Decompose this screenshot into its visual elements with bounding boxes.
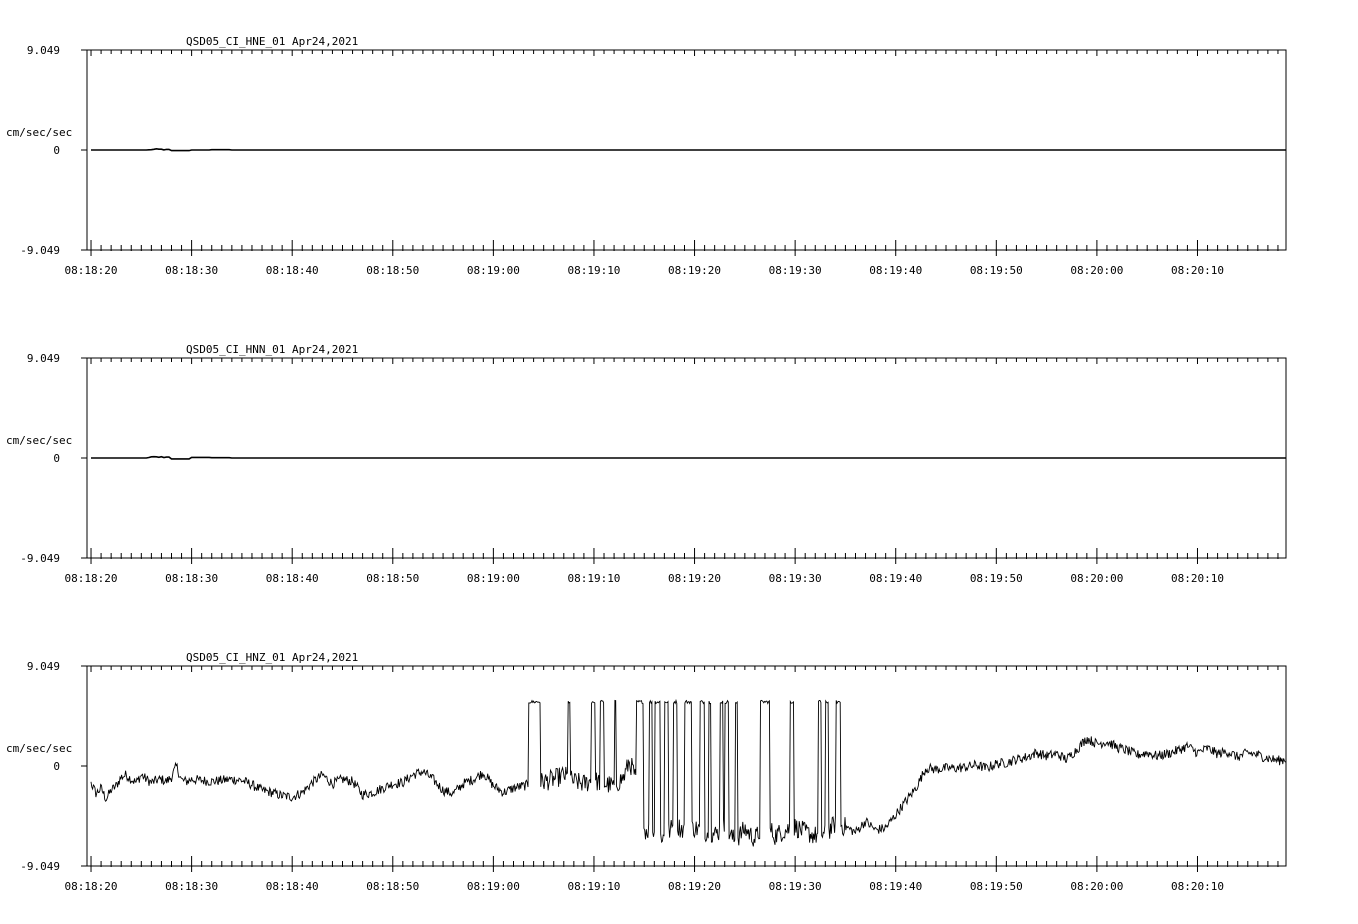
y-axis-label: cm/sec/sec	[6, 434, 73, 447]
x-tick-label: 08:20:00	[1070, 264, 1124, 277]
x-tick-label: 08:19:30	[768, 264, 822, 277]
x-tick-label: 08:18:50	[366, 264, 420, 277]
x-tick-label: 08:19:10	[567, 880, 621, 893]
chart-title: QSD05_CI_HNN_01 Apr24,2021	[186, 343, 359, 356]
x-tick-label: 08:19:10	[567, 264, 621, 277]
x-tick-label: 08:20:10	[1170, 264, 1224, 277]
x-tick-label: 08:19:20	[668, 880, 722, 893]
x-tick-label: 08:19:30	[768, 572, 822, 585]
x-tick-label: 08:20:00	[1070, 880, 1124, 893]
y-tick-label: 9.049	[26, 44, 60, 57]
y-tick-label: 9.049	[26, 660, 60, 673]
x-tick-label: 08:19:40	[869, 572, 923, 585]
y-axis-label: cm/sec/sec	[6, 742, 73, 755]
x-tick-label: 08:18:40	[265, 572, 319, 585]
x-tick-label: 08:19:40	[869, 264, 923, 277]
chart-panel-3	[6, 651, 1286, 893]
x-tick-label: 08:20:10	[1170, 880, 1224, 893]
x-tick-label: 08:19:50	[969, 880, 1023, 893]
x-tick-label: 08:19:00	[466, 264, 520, 277]
x-tick-label: 08:19:20	[668, 264, 722, 277]
x-tick-label: 08:18:30	[165, 880, 219, 893]
x-tick-label: 08:20:00	[1070, 572, 1124, 585]
x-tick-label: 08:18:30	[165, 572, 219, 585]
x-tick-label: 08:18:30	[165, 264, 219, 277]
plot-frame	[87, 666, 1286, 866]
y-tick-label: 0	[53, 144, 60, 157]
chart-panel-2	[6, 343, 1286, 585]
x-tick-label: 08:18:40	[265, 264, 319, 277]
x-tick-label: 08:18:50	[366, 880, 420, 893]
x-tick-label: 08:19:40	[869, 880, 923, 893]
x-tick-label: 08:18:50	[366, 572, 420, 585]
x-tick-label: 08:19:00	[466, 572, 520, 585]
x-tick-label: 08:19:20	[668, 572, 722, 585]
y-axis-label: cm/sec/sec	[6, 126, 73, 139]
y-tick-label: -9.049	[20, 860, 60, 873]
x-tick-label: 08:19:50	[969, 572, 1023, 585]
x-tick-label: 08:19:00	[466, 880, 520, 893]
chart-panel-1	[6, 35, 1286, 277]
waveform-trace	[91, 149, 1286, 151]
y-tick-label: 0	[53, 452, 60, 465]
x-tick-label: 08:18:40	[265, 880, 319, 893]
x-tick-label: 08:18:20	[64, 572, 118, 585]
x-tick-label: 08:18:20	[64, 264, 118, 277]
y-tick-label: 9.049	[26, 352, 60, 365]
x-tick-label: 08:19:10	[567, 572, 621, 585]
x-tick-label: 08:18:20	[64, 880, 118, 893]
y-tick-label: -9.049	[20, 244, 60, 257]
x-tick-label: 08:19:50	[969, 264, 1023, 277]
chart-title: QSD05_CI_HNE_01 Apr24,2021	[186, 35, 359, 48]
y-tick-label: 0	[53, 760, 60, 773]
chart-title: QSD05_CI_HNZ_01 Apr24,2021	[186, 651, 359, 664]
waveform-trace	[91, 457, 1286, 459]
y-tick-label: -9.049	[20, 552, 60, 565]
x-tick-label: 08:20:10	[1170, 572, 1224, 585]
waveform-trace	[91, 700, 1286, 846]
x-tick-label: 08:19:30	[768, 880, 822, 893]
